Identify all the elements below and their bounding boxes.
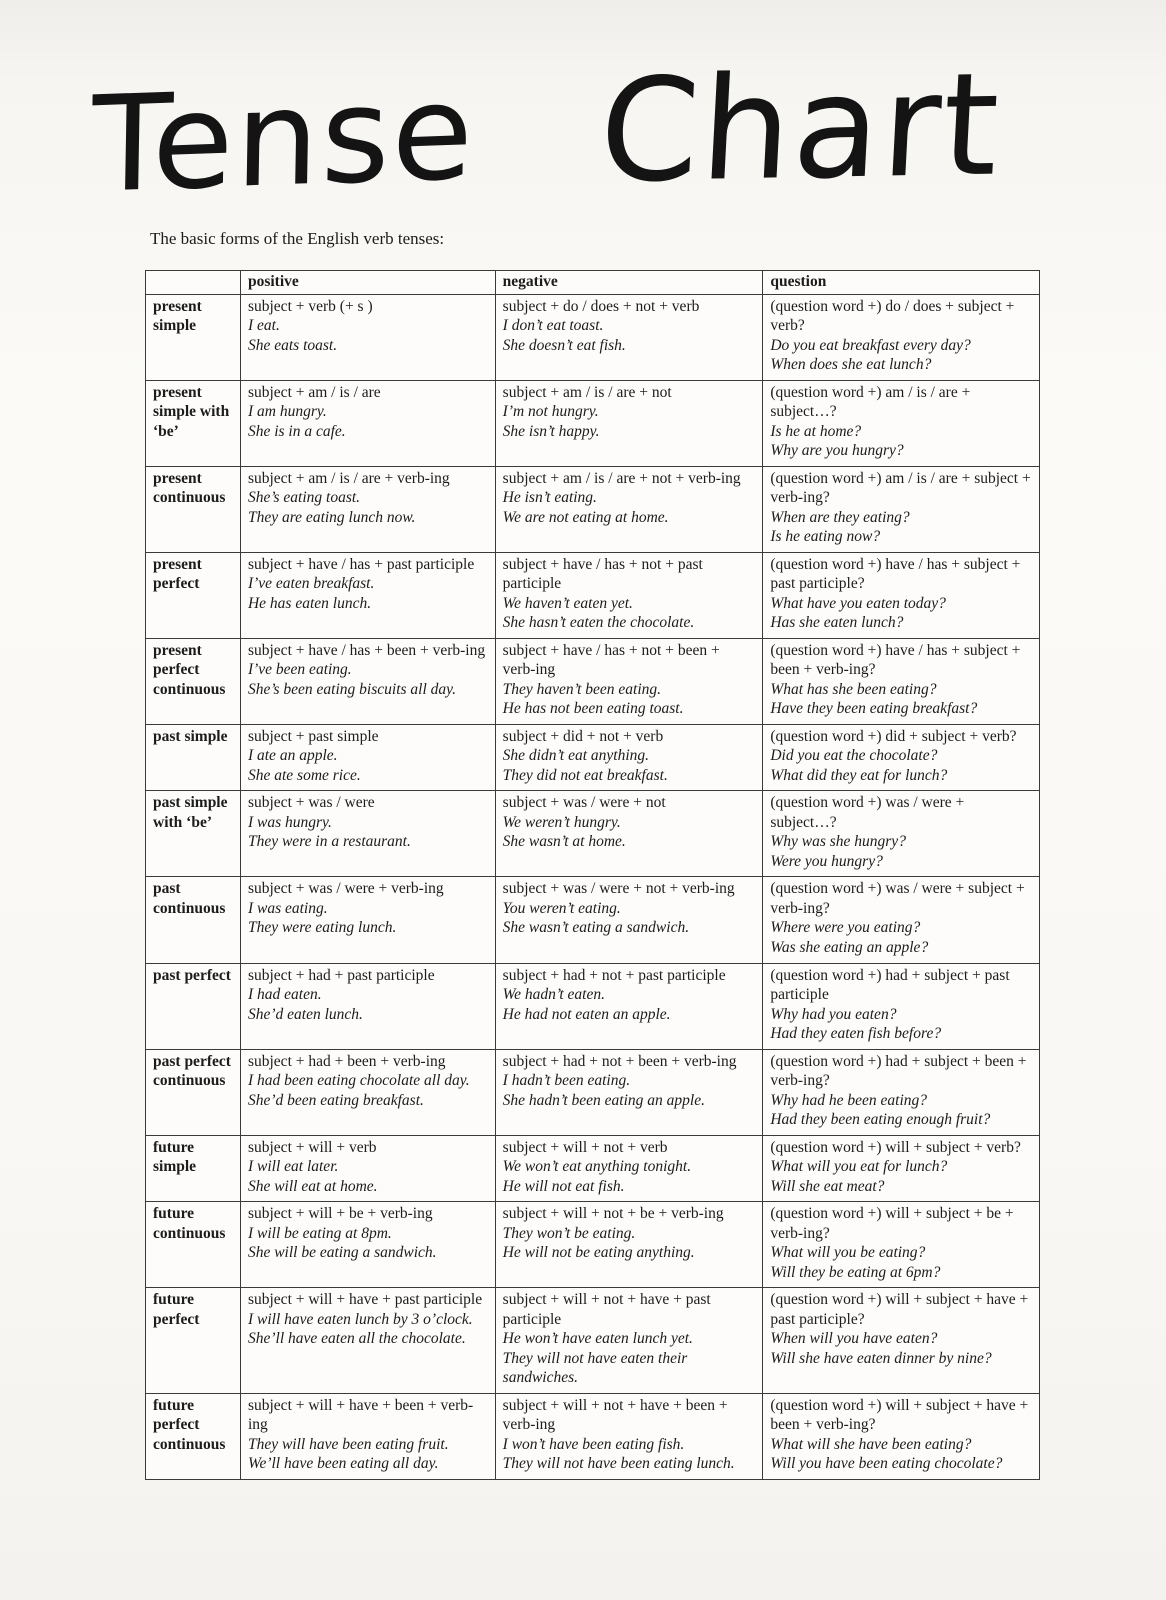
negative-cell <box>495 552 763 638</box>
example-text: We hadn’t eaten. <box>502 986 605 1004</box>
example-text: I won’t have been eating fish. <box>502 1435 685 1453</box>
example-text: Will she eat meat? <box>770 1177 885 1195</box>
formula-text: subject + did + not + verb <box>502 727 664 745</box>
negative-cell <box>495 1049 763 1135</box>
example-text: He has eaten lunch. <box>247 594 372 612</box>
example-text: They will not have been eating lunch. <box>502 1455 735 1473</box>
formula-text: subject + had + past participle <box>247 966 435 984</box>
question-cell <box>763 1393 1040 1479</box>
table-row <box>146 1393 1040 1479</box>
question-cell <box>763 466 1040 552</box>
example-text: They were eating lunch. <box>247 919 397 937</box>
example-text: I am hungry. <box>247 403 327 421</box>
tense-label: present simple with ‘be’ <box>146 380 241 466</box>
example-text: I was eating. <box>247 899 328 917</box>
negative-cell <box>495 963 763 1049</box>
table-row <box>146 466 1040 552</box>
example-text: I’ve been eating. <box>247 661 352 679</box>
formula-text: subject + had + been + verb-ing <box>247 1052 446 1070</box>
table-row <box>146 380 1040 466</box>
positive-cell <box>240 1202 495 1288</box>
example-text: I’ve eaten breakfast. <box>247 575 375 593</box>
example-text: He had not eaten an apple. <box>502 1005 671 1023</box>
formula-text: subject + am / is / are + not + verb-ing <box>502 469 741 487</box>
example-text: They will not have eaten their sandwiches. <box>502 1349 688 1387</box>
example-text: We are not eating at home. <box>502 508 669 526</box>
positive-cell <box>240 1393 495 1479</box>
formula-text: subject + have / has + been + verb-ing <box>247 641 486 659</box>
negative-cell <box>495 1288 763 1394</box>
formula-text: (question word +) had + subject + been + verb-ing? <box>770 1052 1027 1090</box>
negative-cell <box>495 1393 763 1479</box>
example-text: He will not eat fish. <box>502 1177 625 1195</box>
formula-text: (question word +) am / is / are + subject + verb-ing? <box>770 469 1031 507</box>
example-text: He will not be eating anything. <box>502 1244 695 1262</box>
formula-text: (question word +) did + subject + verb? <box>770 727 1017 745</box>
example-text: He has not been eating toast. <box>502 700 684 718</box>
formula-text: (question word +) have / has + subject + been + verb-ing? <box>770 641 1021 679</box>
column-header-question: question <box>763 271 1040 295</box>
positive-cell <box>240 1135 495 1202</box>
page-title-word-chart: Chart <box>595 42 1005 215</box>
formula-text: (question word +) will + subject + have + been + verb-ing? <box>770 1396 1029 1434</box>
example-text: What will she have been eating? <box>770 1435 972 1453</box>
question-cell <box>763 1288 1040 1394</box>
table-row <box>146 877 1040 963</box>
corner-cell <box>146 271 241 295</box>
formula-text: (question word +) am / is / are + subject…? <box>770 383 971 421</box>
tense-label: past simple with ‘be’ <box>146 791 241 877</box>
example-text: He won’t have eaten lunch yet. <box>502 1330 693 1348</box>
question-cell <box>763 877 1040 963</box>
example-text: They haven’t been eating. <box>502 680 662 698</box>
table-row <box>146 1135 1040 1202</box>
positive-cell <box>240 791 495 877</box>
example-text: Had they been eating enough fruit? <box>770 1111 991 1129</box>
formula-text: subject + have / has + past participle <box>247 555 475 573</box>
example-text: Will they be eating at 6pm? <box>770 1263 941 1281</box>
example-text: What will you be eating? <box>770 1244 926 1262</box>
table-row <box>146 638 1040 724</box>
example-text: Is he eating now? <box>770 528 881 546</box>
negative-cell <box>495 380 763 466</box>
question-cell <box>763 1202 1040 1288</box>
page-subtitle: The basic forms of the English verb tenses: <box>150 229 445 248</box>
tense-label: present perfect continuous <box>146 638 241 724</box>
example-text: She’d been eating breakfast. <box>247 1091 424 1109</box>
example-text: She’ll have eaten all the chocolate. <box>247 1330 466 1348</box>
formula-text: (question word +) was / were + subject…? <box>770 794 965 831</box>
formula-text: subject + am / is / are + verb-ing <box>247 469 450 487</box>
table-row <box>146 552 1040 638</box>
negative-cell <box>495 1135 763 1202</box>
positive-cell <box>240 1288 495 1394</box>
example-text: Did you eat the chocolate? <box>770 747 938 765</box>
question-cell <box>763 294 1040 380</box>
example-text: When are they eating? <box>770 508 910 526</box>
example-text: I will eat later. <box>247 1158 339 1176</box>
formula-text: subject + will + be + verb-ing <box>247 1205 433 1223</box>
formula-text: subject + will + have + been + verb-ing <box>247 1396 474 1434</box>
example-text: What have you eaten today? <box>770 594 946 612</box>
example-text: Why had he been eating? <box>770 1091 928 1109</box>
example-text: Do you eat breakfast every day? <box>770 336 971 354</box>
example-text: She ate some rice. <box>247 766 361 784</box>
tense-label: present continuous <box>146 466 241 552</box>
positive-cell <box>240 380 495 466</box>
formula-text: subject + have / has + not + been + verb-ing <box>502 641 720 679</box>
example-text: They did not eat breakfast. <box>502 766 668 784</box>
example-text: She wasn’t eating a sandwich. <box>502 919 690 937</box>
example-text: Is he at home? <box>770 422 862 440</box>
formula-text: subject + will + have + past participle <box>247 1291 483 1309</box>
formula-text: subject + was / were + not <box>502 794 666 812</box>
table-row <box>146 791 1040 877</box>
example-text: She didn’t eat anything. <box>502 747 650 765</box>
example-text: Were you hungry? <box>770 852 883 870</box>
example-text: We won’t eat anything tonight. <box>502 1158 692 1176</box>
formula-text: (question word +) will + subject + be + verb-ing? <box>770 1205 1014 1242</box>
negative-cell <box>495 791 763 877</box>
question-cell <box>763 963 1040 1049</box>
example-text: She doesn’t eat fish. <box>502 336 626 354</box>
formula-text: subject + will + not + have + been + verb-ing <box>502 1396 728 1434</box>
example-text: She will eat at home. <box>247 1177 378 1195</box>
negative-cell <box>495 877 763 963</box>
formula-text: subject + past simple <box>247 727 379 745</box>
tense-label: present simple <box>146 294 241 380</box>
column-header-negative: negative <box>495 271 763 295</box>
example-text: Where were you eating? <box>770 919 921 937</box>
tense-label: present perfect <box>146 552 241 638</box>
example-text: Had they eaten fish before? <box>770 1025 942 1043</box>
page-title <box>0 28 1166 228</box>
example-text: She is in a cafe. <box>247 422 346 440</box>
formula-text: subject + will + not + have + past participle <box>502 1291 711 1328</box>
example-text: They are eating lunch now. <box>247 508 416 526</box>
example-text: What has she been eating? <box>770 680 937 698</box>
formula-text: (question word +) will + subject + verb? <box>770 1138 1021 1156</box>
example-text: She will be eating a sandwich. <box>247 1244 437 1262</box>
example-text: She’d eaten lunch. <box>247 1005 363 1023</box>
example-text: They won’t be eating. <box>502 1224 636 1242</box>
example-text: What did they eat for lunch? <box>770 766 948 784</box>
example-text: When does she eat lunch? <box>770 356 932 374</box>
example-text: She isn’t happy. <box>502 422 600 440</box>
table-body <box>146 294 1040 1479</box>
formula-text: subject + will + not + be + verb-ing <box>502 1205 724 1223</box>
example-text: I will have eaten lunch by 3 o’clock. <box>247 1310 473 1328</box>
example-text: Why had you eaten? <box>770 1005 897 1023</box>
positive-cell <box>240 724 495 791</box>
positive-cell <box>240 552 495 638</box>
example-text: I’m not hungry. <box>502 403 599 421</box>
example-text: When will you have eaten? <box>770 1330 938 1348</box>
example-text: She hadn’t been eating an apple. <box>502 1091 705 1109</box>
table-row <box>146 294 1040 380</box>
table-row <box>146 963 1040 1049</box>
positive-cell <box>240 466 495 552</box>
formula-text: subject + am / is / are + not <box>502 383 672 401</box>
negative-cell <box>495 638 763 724</box>
formula-text: subject + was / were + verb-ing <box>247 880 444 898</box>
question-cell <box>763 638 1040 724</box>
example-text: Why was she hungry? <box>770 833 906 851</box>
negative-cell <box>495 1202 763 1288</box>
example-text: Was she eating an apple? <box>770 938 929 956</box>
example-text: I had been eating chocolate all day. <box>247 1072 470 1090</box>
example-text: I hadn’t been eating. <box>502 1072 631 1090</box>
formula-text: subject + will + not + verb <box>502 1138 668 1156</box>
negative-cell <box>495 724 763 791</box>
formula-text: subject + do / does + not + verb <box>502 297 700 315</box>
example-text: She’s been eating biscuits all day. <box>247 680 457 698</box>
negative-cell <box>495 466 763 552</box>
example-text: You weren’t eating. <box>502 899 621 917</box>
example-text: We haven’t eaten yet. <box>502 594 633 612</box>
example-text: We’ll have been eating all day. <box>247 1455 439 1473</box>
formula-text: subject + will + verb <box>247 1138 377 1156</box>
tense-label: past perfect continuous <box>146 1049 241 1135</box>
example-text: They were in a restaurant. <box>247 833 411 851</box>
tense-table <box>145 270 1040 1480</box>
tense-label: future perfect <box>146 1288 241 1394</box>
example-text: I ate an apple. <box>247 747 338 765</box>
question-cell <box>763 1049 1040 1135</box>
example-text: Will she have eaten dinner by nine? <box>770 1349 992 1367</box>
table-row <box>146 1202 1040 1288</box>
tense-label: past simple <box>146 724 241 791</box>
positive-cell <box>240 963 495 1049</box>
example-text: I eat. <box>247 317 280 335</box>
tense-label: future perfect continuous <box>146 1393 241 1479</box>
formula-text: (question word +) had + subject + past participle <box>770 966 1010 1004</box>
question-cell <box>763 791 1040 877</box>
tense-label: past perfect <box>146 963 241 1049</box>
formula-text: subject + am / is / are <box>247 383 381 401</box>
table-header-row <box>146 271 1040 295</box>
formula-text: subject + was / were <box>247 794 375 812</box>
positive-cell <box>240 638 495 724</box>
page-title-word-tense: Tense <box>90 55 477 223</box>
formula-text: (question word +) have / has + subject + past participle? <box>770 555 1021 593</box>
tense-label: future simple <box>146 1135 241 1202</box>
tense-label: future continuous <box>146 1202 241 1288</box>
table-row <box>146 1288 1040 1394</box>
example-text: We weren’t hungry. <box>502 813 621 831</box>
example-text: She hasn’t eaten the chocolate. <box>502 614 695 632</box>
example-text: She’s eating toast. <box>247 489 361 507</box>
formula-text: subject + have / has + not + past participle <box>502 555 703 593</box>
positive-cell <box>240 877 495 963</box>
column-header-positive: positive <box>240 271 495 295</box>
formula-text: subject + was / were + not + verb-ing <box>502 880 735 898</box>
question-cell <box>763 724 1040 791</box>
table-row <box>146 1049 1040 1135</box>
question-cell <box>763 1135 1040 1202</box>
example-text: She eats toast. <box>247 336 338 354</box>
formula-text: (question word +) do / does + subject + verb? <box>770 297 1015 335</box>
example-text: What will you eat for lunch? <box>770 1158 948 1176</box>
example-text: I will be eating at 8pm. <box>247 1224 392 1242</box>
positive-cell <box>240 294 495 380</box>
example-text: I was hungry. <box>247 813 332 831</box>
example-text: He isn’t eating. <box>502 489 597 507</box>
example-text: I don’t eat toast. <box>502 317 604 335</box>
example-text: Have they been eating breakfast? <box>770 700 978 718</box>
question-cell <box>763 552 1040 638</box>
formula-text: subject + had + not + been + verb-ing <box>502 1052 737 1070</box>
table-row <box>146 724 1040 791</box>
tense-label: past continuous <box>146 877 241 963</box>
example-text: I had eaten. <box>247 986 322 1004</box>
example-text: She wasn’t at home. <box>502 833 626 851</box>
negative-cell <box>495 294 763 380</box>
example-text: Why are you hungry? <box>770 442 904 460</box>
formula-text: (question word +) was / were + subject + verb-ing? <box>770 880 1025 917</box>
example-text: They will have been eating fruit. <box>247 1435 449 1453</box>
example-text: Will you have been eating chocolate? <box>770 1455 1003 1473</box>
formula-text: subject + verb (+ s ) <box>247 297 373 315</box>
formula-text: (question word +) will + subject + have + past participle? <box>770 1291 1029 1328</box>
question-cell <box>763 380 1040 466</box>
formula-text: subject + had + not + past participle <box>502 966 726 984</box>
example-text: Has she eaten lunch? <box>770 614 904 632</box>
positive-cell <box>240 1049 495 1135</box>
